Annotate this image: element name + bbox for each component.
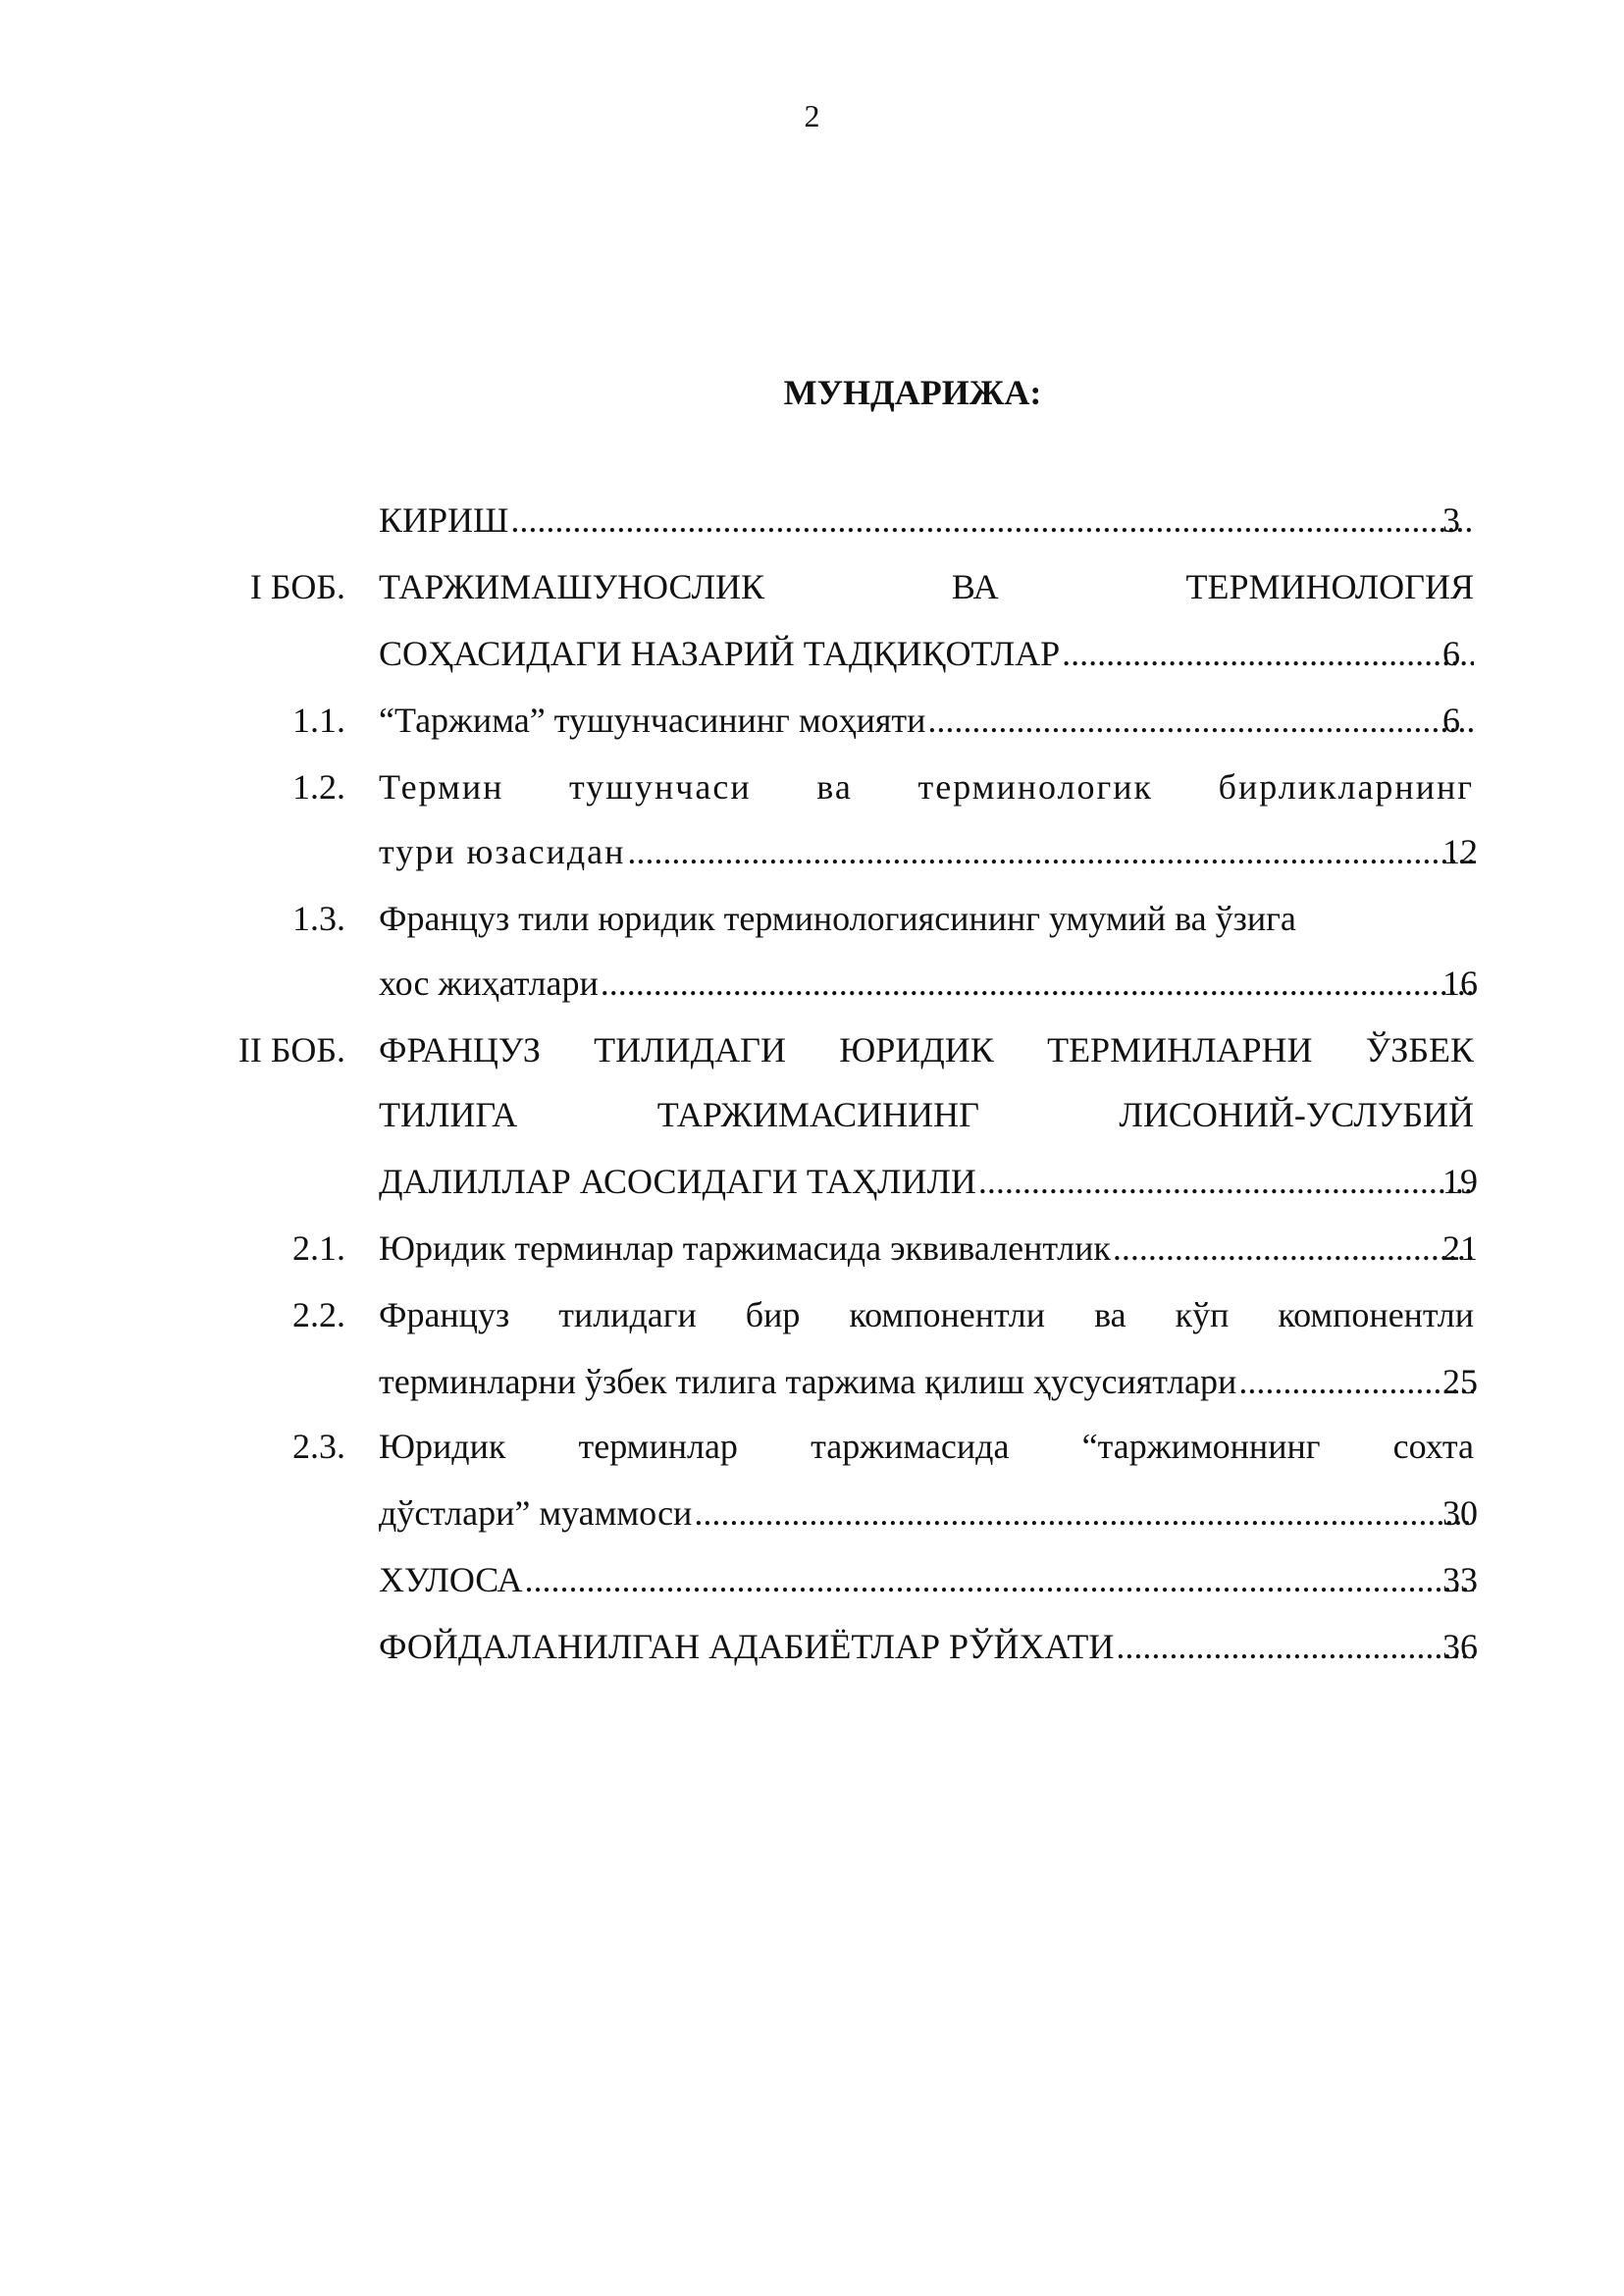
toc-entry-text: ФОЙДАЛАНИЛГАН АДАБИЁТЛАР РЎЙХАТИ xyxy=(379,1627,1115,1666)
toc-entry-text: СОҲАСИДАГИ НАЗАРИЙ ТАДҚИҚОТЛАР xyxy=(379,634,1061,673)
toc-entry-text: ХУЛОСА xyxy=(379,1560,523,1599)
toc-entry-text: Юридик терминлар таржимасида эквивалентлик xyxy=(379,1228,1111,1268)
toc-entry-chapter-2[interactable] xyxy=(379,1028,1474,1071)
toc-chapter-label: I БОБ. xyxy=(249,567,345,606)
toc-entry-section-1-3[interactable] xyxy=(379,897,1474,940)
toc-entry-text: ФРАНЦУЗ ТИЛИДАГИ ЮРИДИК ТЕРМИНЛАРНИ ЎЗБЕК xyxy=(379,1030,1474,1070)
toc-entry-section-2-3[interactable] xyxy=(379,1425,1474,1468)
toc-entry-text: Француз тили юридик терминологиясининг умумий ва ўзига xyxy=(379,899,1296,938)
toc-entry-section-2-3-cont[interactable] xyxy=(379,1491,1474,1535)
toc-entry-text: ДАЛИЛЛАР АСОСИДАГИ ТАҲЛИЛИ xyxy=(379,1162,976,1201)
toc-entry-text: “Таржима” тушунчасининг моҳияти xyxy=(379,701,926,740)
toc-entry-text: тури юзасидан xyxy=(379,832,626,871)
dot-leader xyxy=(510,498,1474,542)
toc-entry-conclusion[interactable] xyxy=(379,1558,1474,1601)
toc-entry-text: хос жиҳатлари xyxy=(379,964,599,1003)
dot-leader xyxy=(1116,1625,1474,1668)
toc-page-number: 25 xyxy=(1442,1362,1478,1401)
toc-entry-text: Юридик терминлар таржимасида “таржимоннинг сохта xyxy=(379,1427,1474,1466)
toc-entry-section-2-2[interactable] xyxy=(379,1293,1474,1336)
toc-section-label: 1.1. xyxy=(292,701,345,740)
toc-chapter-label: II БОБ. xyxy=(237,1030,345,1070)
toc-section-label: 1.3. xyxy=(292,899,345,938)
toc-entry-section-1-3-cont[interactable] xyxy=(379,962,1474,1005)
toc-entry-text: ТАРЖИМАШУНОСЛИК ВА ТЕРМИНОЛОГИЯ xyxy=(379,567,1474,606)
toc-section-label: 2.2. xyxy=(292,1295,345,1334)
toc-entry-introduction[interactable] xyxy=(379,498,1474,542)
dot-leader xyxy=(694,1491,1474,1535)
toc-entry-text: КИРИШ xyxy=(379,500,509,540)
toc-entry-section-1-1[interactable] xyxy=(379,699,1474,742)
dot-leader xyxy=(1238,1360,1474,1403)
toc-page-number: 36 xyxy=(1442,1627,1478,1666)
dot-leader xyxy=(601,962,1474,1005)
toc-section-label: 2.3. xyxy=(292,1427,345,1466)
dot-leader xyxy=(1062,632,1474,675)
toc-entry-section-2-2-cont[interactable] xyxy=(379,1360,1474,1403)
toc-page-number: 6 xyxy=(1442,634,1460,673)
toc-entry-chapter-2-cont[interactable] xyxy=(379,1093,1474,1136)
toc-page-number: 19 xyxy=(1442,1162,1478,1201)
toc-page-number: 12 xyxy=(1442,832,1478,871)
toc-entry-section-1-2[interactable] xyxy=(379,765,1474,809)
dot-leader xyxy=(978,1160,1474,1203)
toc-entry-section-1-2-cont[interactable] xyxy=(379,830,1474,873)
dot-leader xyxy=(525,1558,1475,1601)
toc-title: МУНДАРИЖА: xyxy=(783,373,1042,412)
toc-page-number: 33 xyxy=(1442,1560,1478,1599)
toc-page-number: 3 xyxy=(1442,500,1460,540)
toc-entry-section-2-1[interactable] xyxy=(379,1226,1474,1270)
dot-leader xyxy=(1113,1226,1474,1270)
toc-entry-text: терминларни ўзбек тилига таржима қилиш ҳусусиятлари xyxy=(379,1362,1237,1401)
toc-page-number: 30 xyxy=(1442,1493,1478,1533)
toc-entry-text: Термин тушунчаси ва терминологик бирликларнинг xyxy=(379,767,1474,807)
toc-page-number: 16 xyxy=(1442,964,1478,1003)
toc-entry-references[interactable] xyxy=(379,1625,1474,1668)
toc-section-label: 1.2. xyxy=(292,767,345,807)
dot-leader xyxy=(927,699,1474,742)
page-number: 2 xyxy=(804,98,820,133)
toc-entry-text: ТИЛИГА ТАРЖИМАСИНИНГ ЛИСОНИЙ-УСЛУБИЙ xyxy=(379,1095,1474,1134)
toc-entry-chapter-2-cont[interactable] xyxy=(379,1160,1474,1203)
toc-page-number: 21 xyxy=(1442,1228,1478,1268)
toc-entry-chapter-1-cont[interactable] xyxy=(379,632,1474,675)
toc-entry-text: дўстлари” муаммоси xyxy=(379,1493,693,1533)
toc-entry-text: Француз тилидаги бир компонентли ва кўп компонентли xyxy=(379,1295,1474,1334)
toc-section-label: 2.1. xyxy=(292,1228,345,1268)
dot-leader xyxy=(627,830,1474,873)
toc-page-number: 6 xyxy=(1442,701,1460,740)
toc-entry-chapter-1[interactable] xyxy=(379,565,1474,608)
